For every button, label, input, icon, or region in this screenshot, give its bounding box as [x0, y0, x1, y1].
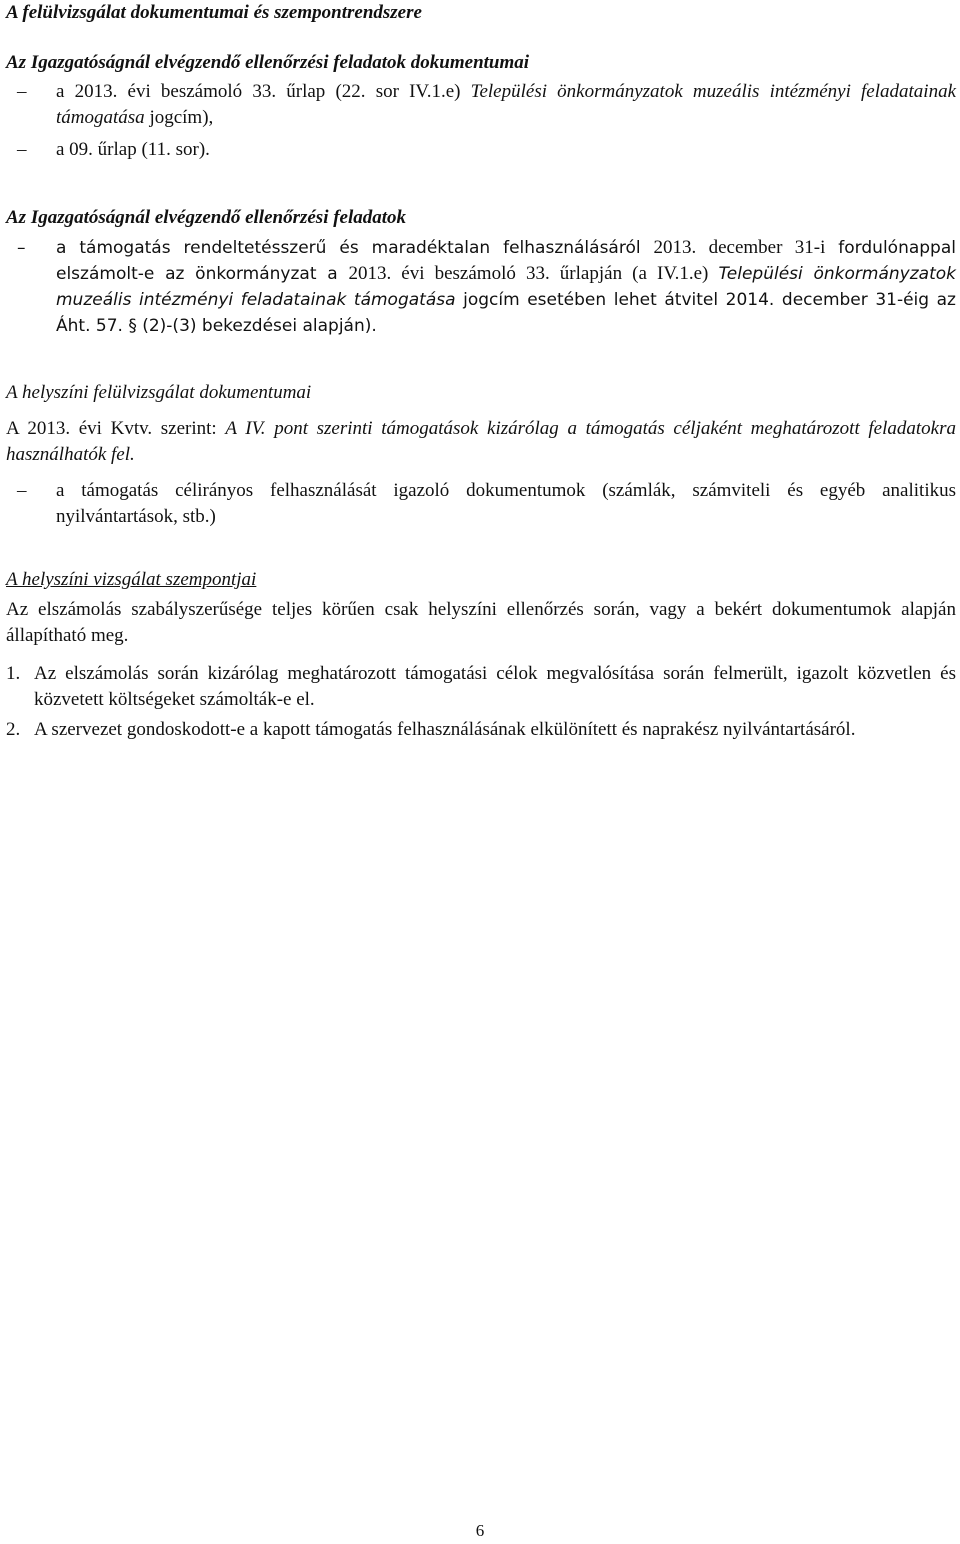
item-text: fordulónappal elszámolt-e az önkormányzat a: [56, 238, 956, 284]
dash-marker: –: [17, 480, 27, 501]
paragraph-text: A 2013. évi Kvtv. szerint:: [6, 418, 226, 439]
title-text: A felülvizsgálat dokumentumai és szempontrendszere: [6, 2, 422, 23]
item-text: a 09. űrlap (11. sor).: [56, 139, 210, 160]
dash-marker: –: [17, 238, 26, 258]
paragraph: Az elszámolás szabályszerűsége teljes körűen csak helyszíni ellenőrzés során, vagy a bekért dokumentumok alapján állapítható meg.: [6, 599, 956, 646]
item-text: 2013. évi beszámoló 33. űrlapján (a IV.1.e): [348, 263, 719, 284]
item-text: a támogatás célirányos felhasználását igazoló dokumentumok (számlák, számviteli és egyéb analitikus nyilvántartások, stb.): [56, 480, 956, 527]
paragraph: [6, 416, 956, 468]
section-igazgatosag-feladatok: [6, 205, 956, 339]
item-number: 1.: [6, 663, 21, 684]
item-text: jogcím),: [144, 107, 214, 128]
dash-marker: –: [17, 139, 27, 160]
section-helyszini-dokumentumai: [6, 380, 956, 530]
section-helyszini-szempontjai: [6, 567, 956, 743]
section-heading: Az Igazgatóságnál elvégzendő ellenőrzési feladatok: [6, 207, 407, 228]
list-item: [6, 478, 956, 530]
item-number: 2.: [6, 719, 21, 740]
list-item: [6, 137, 956, 163]
page-number: 6: [475, 1521, 485, 1540]
numbered-item: [6, 717, 956, 743]
item-text: Az elszámolás során kizárólag meghatározott támogatási célok megvalósítása során felmerült, igazolt közvetlen és közvetett költségeket számolták-e el.: [34, 663, 956, 710]
list-item: [6, 79, 956, 131]
item-italic-text: Települési önkormányzatok muzeális intézményi feladatainak támogatása: [56, 264, 956, 310]
item-text: 2013. december 31-i: [653, 237, 826, 258]
item-text: a 2013. évi beszámoló 33. űrlap (22. sor IV.1.e): [56, 81, 471, 102]
section-heading: A helyszíni vizsgálat szempontjai: [6, 569, 257, 590]
section-heading: A helyszíni felülvizsgálat dokumentumai: [6, 382, 312, 403]
section-igazgatosag-dokumentumai: [6, 50, 956, 163]
item-italic-text: Települési önkormányzatok muzeális intézményi feladatainak támogatása: [56, 81, 956, 128]
dash-marker: –: [17, 81, 27, 102]
list-item: [6, 235, 956, 339]
item-text: a támogatás rendeltetésszerű és maradéktalan felhasználásáról: [56, 238, 654, 258]
numbered-item: [6, 661, 956, 713]
item-text: jogcím esetében lehet átvitel 2014. december 31-éig az Áht. 57. § (2)-(3) bekezdései alapján).: [56, 290, 956, 336]
document-title: [6, 0, 956, 26]
item-text: A szervezet gondoskodott-e a kapott támogatás felhasználásának elkülönített és naprakész nyilvántartásáról.: [34, 719, 856, 740]
paragraph-italic-text: A IV. pont szerinti támogatások kizárólag a támogatás céljaként meghatározott feladatokra használhatók fel.: [6, 418, 956, 465]
section-heading: Az Igazgatóságnál elvégzendő ellenőrzési feladatok dokumentumai: [6, 52, 530, 73]
